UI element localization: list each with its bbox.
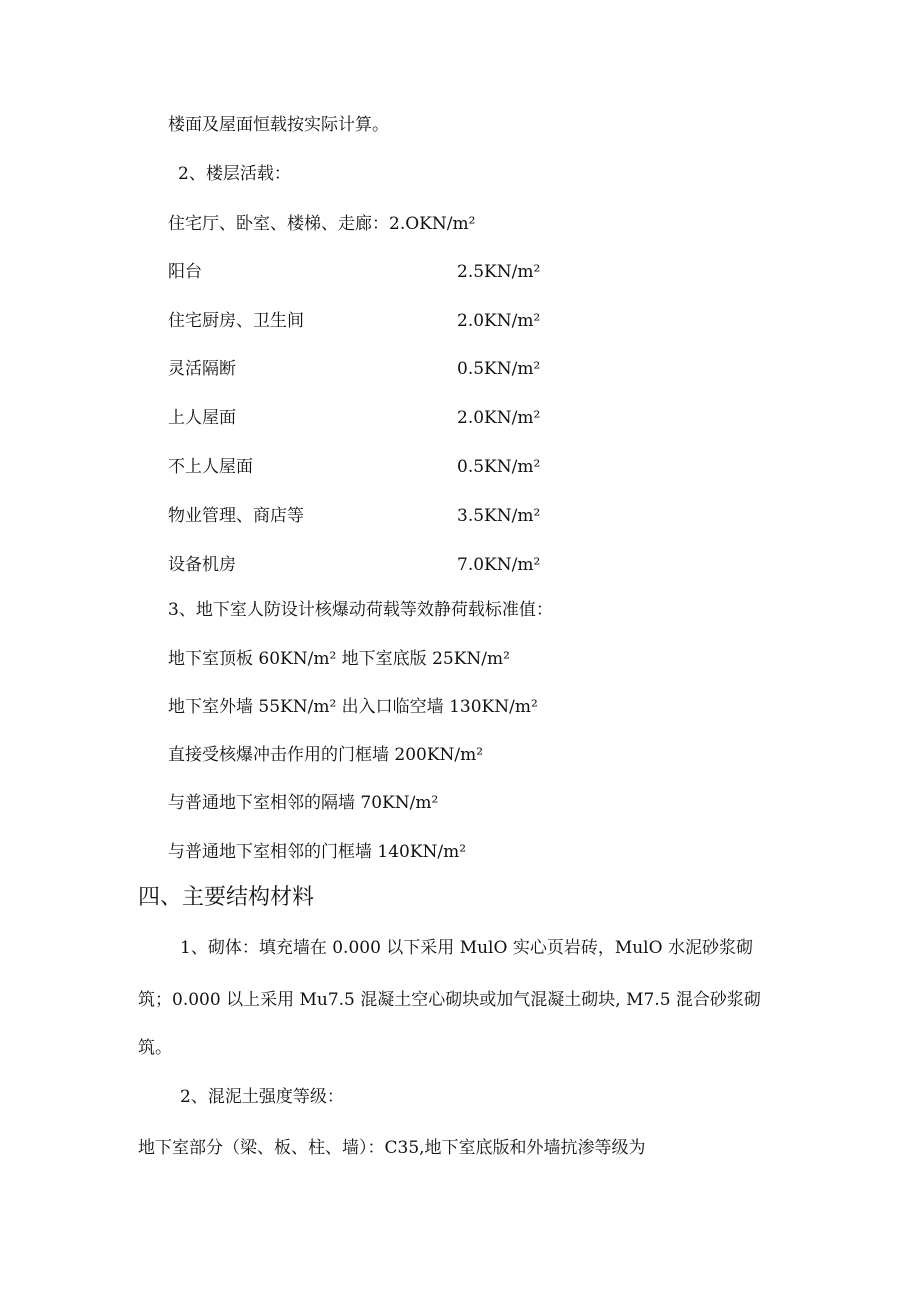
load-value: 3.5KN∕m² — [457, 506, 541, 526]
intro-line: 楼面及屋面恒载按实际计算。 — [168, 115, 389, 135]
load-value: 2.0KN∕m² — [457, 311, 541, 331]
section2-title: 2、楼层活载： — [178, 164, 291, 184]
load-value: 7.0KN∕m² — [457, 555, 541, 575]
residential-load-line: 住宅厅、卧室、楼梯、走廊：2.OKN/m² — [168, 214, 476, 234]
load-name: 灵活隔断 — [168, 359, 236, 379]
load-row — [168, 309, 588, 333]
basement-line: 地下室部分（梁、板、柱、墙）：C35,地下室底版和外墙抗渗等级为 — [138, 1138, 646, 1158]
load-row — [168, 553, 588, 577]
civil-defense-line: 与普通地下室相邻的隔墙 70KN∕m² — [168, 793, 439, 813]
masonry-line: 1、砌体：填充墙在 0.000 以下采用 MulO 实心页岩砖，MulO 水泥砂浆砌 — [180, 938, 753, 958]
section3-title: 3、地下室人防设计核爆动荷载等效静荷载标准值： — [168, 600, 553, 620]
load-value: 0.5KN∕m² — [457, 359, 541, 379]
load-row — [168, 455, 588, 479]
civil-defense-line: 地下室外墙 55KN∕m² 出入口临空墙 130KN∕m² — [168, 697, 538, 717]
load-name: 上人屋面 — [168, 408, 236, 428]
load-name: 阳台 — [168, 262, 202, 282]
load-name: 物业管理、商店等 — [168, 506, 304, 526]
load-name: 住宅厨房、卫生间 — [168, 311, 304, 331]
load-name: 设备机房 — [168, 555, 236, 575]
civil-defense-line: 直接受核爆冲击作用的门框墙 200KN∕m² — [168, 745, 484, 765]
civil-defense-line: 地下室顶板 60KN∕m² 地下室底版 25KN∕m² — [168, 649, 510, 669]
load-row — [168, 504, 588, 528]
chapter4-heading: 四、主要结构材料 — [138, 885, 315, 910]
load-row — [168, 357, 588, 381]
load-row — [168, 260, 588, 284]
load-value: 2.0KN∕m² — [457, 408, 541, 428]
load-row — [168, 406, 588, 430]
masonry-line: 筑；0.000 以上采用 Mu7.5 混凝土空心砌块或加气混凝土砌块, M7.5 混合砂浆砌 — [138, 990, 761, 1010]
masonry-line: 筑。 — [138, 1038, 172, 1058]
load-name: 不上人屋面 — [168, 457, 253, 477]
load-value: 0.5KN∕m² — [457, 457, 541, 477]
civil-defense-line: 与普通地下室相邻的门框墙 140KN∕m² — [168, 842, 467, 862]
concrete-title: 2、混泥土强度等级： — [180, 1087, 344, 1107]
load-value: 2.5KN∕m² — [457, 262, 541, 282]
